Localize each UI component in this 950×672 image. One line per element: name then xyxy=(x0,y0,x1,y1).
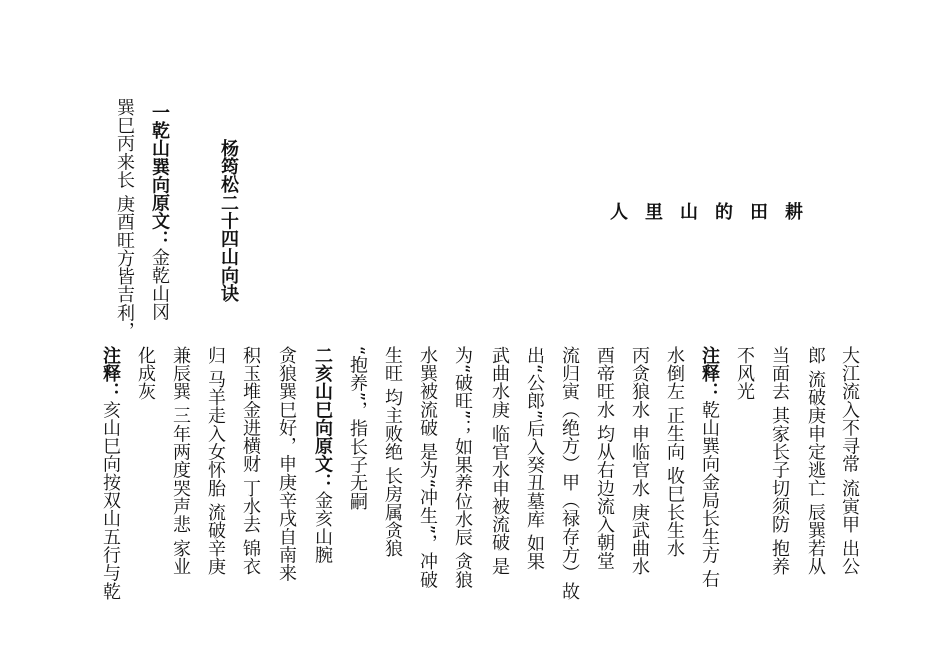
text-column-6: 水倒左 正生向 收巳长生水 xyxy=(664,346,685,558)
text-column-21: 化成灰 xyxy=(135,346,156,401)
text-column-1: 大江流入不寻常 流寅甲 出公 xyxy=(839,346,860,576)
text-column-2: 郎 流破庚申定逃亡 辰巽若从 xyxy=(805,346,826,576)
text-column-3: 当面去 其家长子切须防 抱养 xyxy=(769,346,790,576)
text-column-17: 贪狼巽巳好，申庚辛戌自南来 xyxy=(276,346,297,582)
paragraph-2-heading: 二亥山巳向原文： xyxy=(312,346,333,492)
section-title: 杨筠松二十四山向诀 xyxy=(218,139,239,303)
text-column-10: 出“公郎”后入癸丑墓库 如果 xyxy=(524,346,545,571)
text-column-16 xyxy=(313,346,331,564)
annotation-label-1: 注释： xyxy=(699,346,720,401)
text-column-9: 流归寅（绝方）甲（禄存方）故 xyxy=(559,346,580,601)
text-column-8: 酉帝旺水 均从右边流入朝堂 xyxy=(594,346,615,570)
paragraph-1-heading: 一乾山巽向原文： xyxy=(149,103,170,249)
annotation-label-2: 注释： xyxy=(100,346,121,401)
text-column-19: 归 马羊走入女怀胎 流破辛庚 xyxy=(205,346,226,576)
text-column-22 xyxy=(101,346,119,600)
paragraph-1-text: 金乾山冈 xyxy=(149,248,170,321)
annotation-text-2: 亥山巳向按双山五行与乾 xyxy=(100,400,121,601)
text-column-13: 水巽被流破 是为“冲生”，冲破 xyxy=(417,346,438,589)
paragraph-1-heading-column xyxy=(150,103,168,321)
text-column-15: “抱养”，指长子无嗣 xyxy=(347,346,368,511)
text-column-18: 积玉堆金进横财 丁水去 锦衣 xyxy=(240,346,261,576)
text-column-5 xyxy=(700,346,718,588)
annotation-text-1: 乾山巽向金局长生方 右 xyxy=(699,400,720,588)
text-column-14: 生旺 均主败绝 长房属贪狼 xyxy=(382,346,403,558)
paragraph-2-text: 金亥山腕 xyxy=(312,491,333,564)
paragraph-1-continuation: 巽巳丙来长 庚酉旺方皆吉利， xyxy=(114,98,135,340)
text-column-20: 兼辰巽 三年两度哭声悲 家业 xyxy=(170,346,191,576)
text-column-12: 为“破旺”；如果养位水辰 贪狼 xyxy=(452,346,473,589)
page-header-title: 人里山的田耕 xyxy=(610,202,820,223)
text-column-7: 丙贪狼水 申临官水 庚武曲水 xyxy=(629,346,650,576)
text-column-4: 不风光 xyxy=(734,346,755,401)
text-column-11: 武曲水庚 临官水申被流破 是 xyxy=(489,346,510,576)
